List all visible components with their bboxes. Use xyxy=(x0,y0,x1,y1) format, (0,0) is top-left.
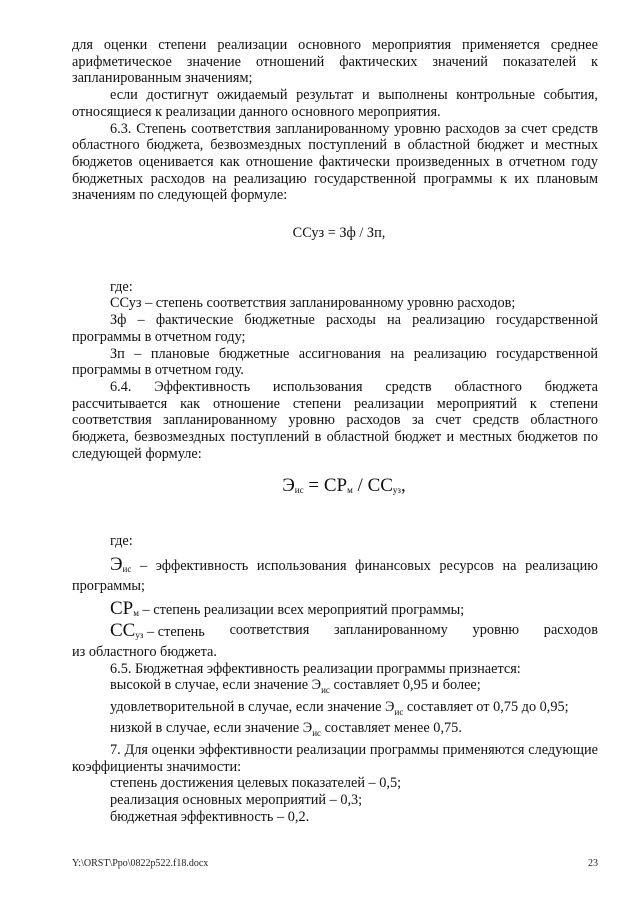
definition-ssuz: ССуз – степень соответствия запланированному уровню расходов; xyxy=(110,295,516,312)
level-high: высокой в случае, если значение $Э_{ис}$ составляет 0,95 и более; xyxy=(110,677,481,696)
ssuz-word-3: запланированному xyxy=(334,621,448,638)
paragraph-7: 7. Для оценки эффективности реализации программы применяются следующие коэффициенты значимости: xyxy=(72,741,598,775)
eis-symbol: $Э_{ис}$ xyxy=(110,554,132,576)
definition-ssuz-line xyxy=(72,619,598,644)
formula-cc-subscript: уз xyxy=(392,485,401,496)
paragraph-6-5: 6.5. Бюджетная эффективность реализации программы признается: xyxy=(110,660,521,677)
crm-definition-text: – степень реализации всех мероприятий программы; xyxy=(138,601,465,618)
page-footer xyxy=(72,858,598,869)
definition-crm xyxy=(72,597,598,622)
formula-cr-subscript: м xyxy=(347,485,353,496)
formula-cr-symbol: СР xyxy=(323,475,348,497)
definition-zf: Зф – фактические бюджетные расходы на реализацию государственной программы в отчетном году; xyxy=(72,312,598,345)
formula-efficiency xyxy=(72,474,598,502)
document-page xyxy=(72,37,598,825)
definition-eis xyxy=(72,556,598,595)
formula-cc-symbol: СС xyxy=(367,475,393,497)
coefficient-targets: степень достижения целевых показателей – 0,5; xyxy=(110,775,402,792)
page-number: 23 xyxy=(588,858,598,869)
definition-zp: Зп – плановые бюджетные ассигнования на реализацию государственной программы в отчетном году. xyxy=(72,345,598,379)
ssuz-definition-rest: из областного бюджета. xyxy=(72,643,217,660)
paragraph-6-4: 6.4. Эффективность использования средств областного бюджета рассчитывается как отношение степени реализации мероприятий к степени соответствия запланированному уровню расходов за счет средств областного бюджета, безвозмездных поступлений в областной бюджет и местных бюджетов по следующей формуле: xyxy=(72,378,598,462)
where-label-2: где: xyxy=(110,533,133,550)
paragraph-assessment-method: для оценки степени реализации основного мероприятия применяется среднее арифметическое значение отношений фактических значений показателей к запланированным значениям; xyxy=(72,37,598,87)
coefficient-activities: реализация основных мероприятий – 0,3; xyxy=(110,792,363,809)
level-satisfactory: удовлетворительной в случае, если значение $Э_{ис}$ составляет от 0,75 до 0,95; xyxy=(110,698,569,717)
footer-file-path: Y:\ORST\Ppo\0822p522.f18.docx xyxy=(72,858,209,869)
where-label-1: где: xyxy=(110,278,133,295)
formula-equals: = xyxy=(303,475,324,497)
formula-e-symbol: Э xyxy=(282,475,295,497)
coefficient-budget: бюджетная эффективность – 0,2. xyxy=(110,808,310,825)
ssuz-word-5: расходов xyxy=(543,621,598,638)
formula-ssuz: ССуз = Зф / Зп, xyxy=(292,225,386,242)
ssuz-word-4: уровню xyxy=(472,621,520,638)
crm-symbol: $СР_м$ xyxy=(110,597,139,619)
eis-definition-text: – эффективность использования финансовых ресурсов на реализацию программы; xyxy=(72,558,598,595)
formula-e-subscript: ис xyxy=(294,485,304,496)
paragraph-expected-result: если достигнут ожидаемый результат и выполнены контрольные события, относящиеся к реализации данного основного мероприятия. xyxy=(72,87,598,120)
formula-slash: / xyxy=(352,475,368,497)
formula-comma: , xyxy=(400,475,406,497)
paragraph-6-3: 6.3. Степень соответствия запланированному уровню расходов за счет средств областного бюджета, безвозмездных поступлений в областной бюджет и местных бюджетов оценивается как отношение фактически произведенных в отчетном году бюджетных расходов на реализацию государственной программы к их плановым значениям по следующей формуле: xyxy=(72,120,598,204)
ssuz-word-2: соответствия xyxy=(229,621,310,638)
ssuz-term: $СС_{уз}$ – степень xyxy=(110,619,205,641)
level-low: низкой в случае, если значение $Э_{ис}$ составляет менее 0,75. xyxy=(110,720,462,739)
